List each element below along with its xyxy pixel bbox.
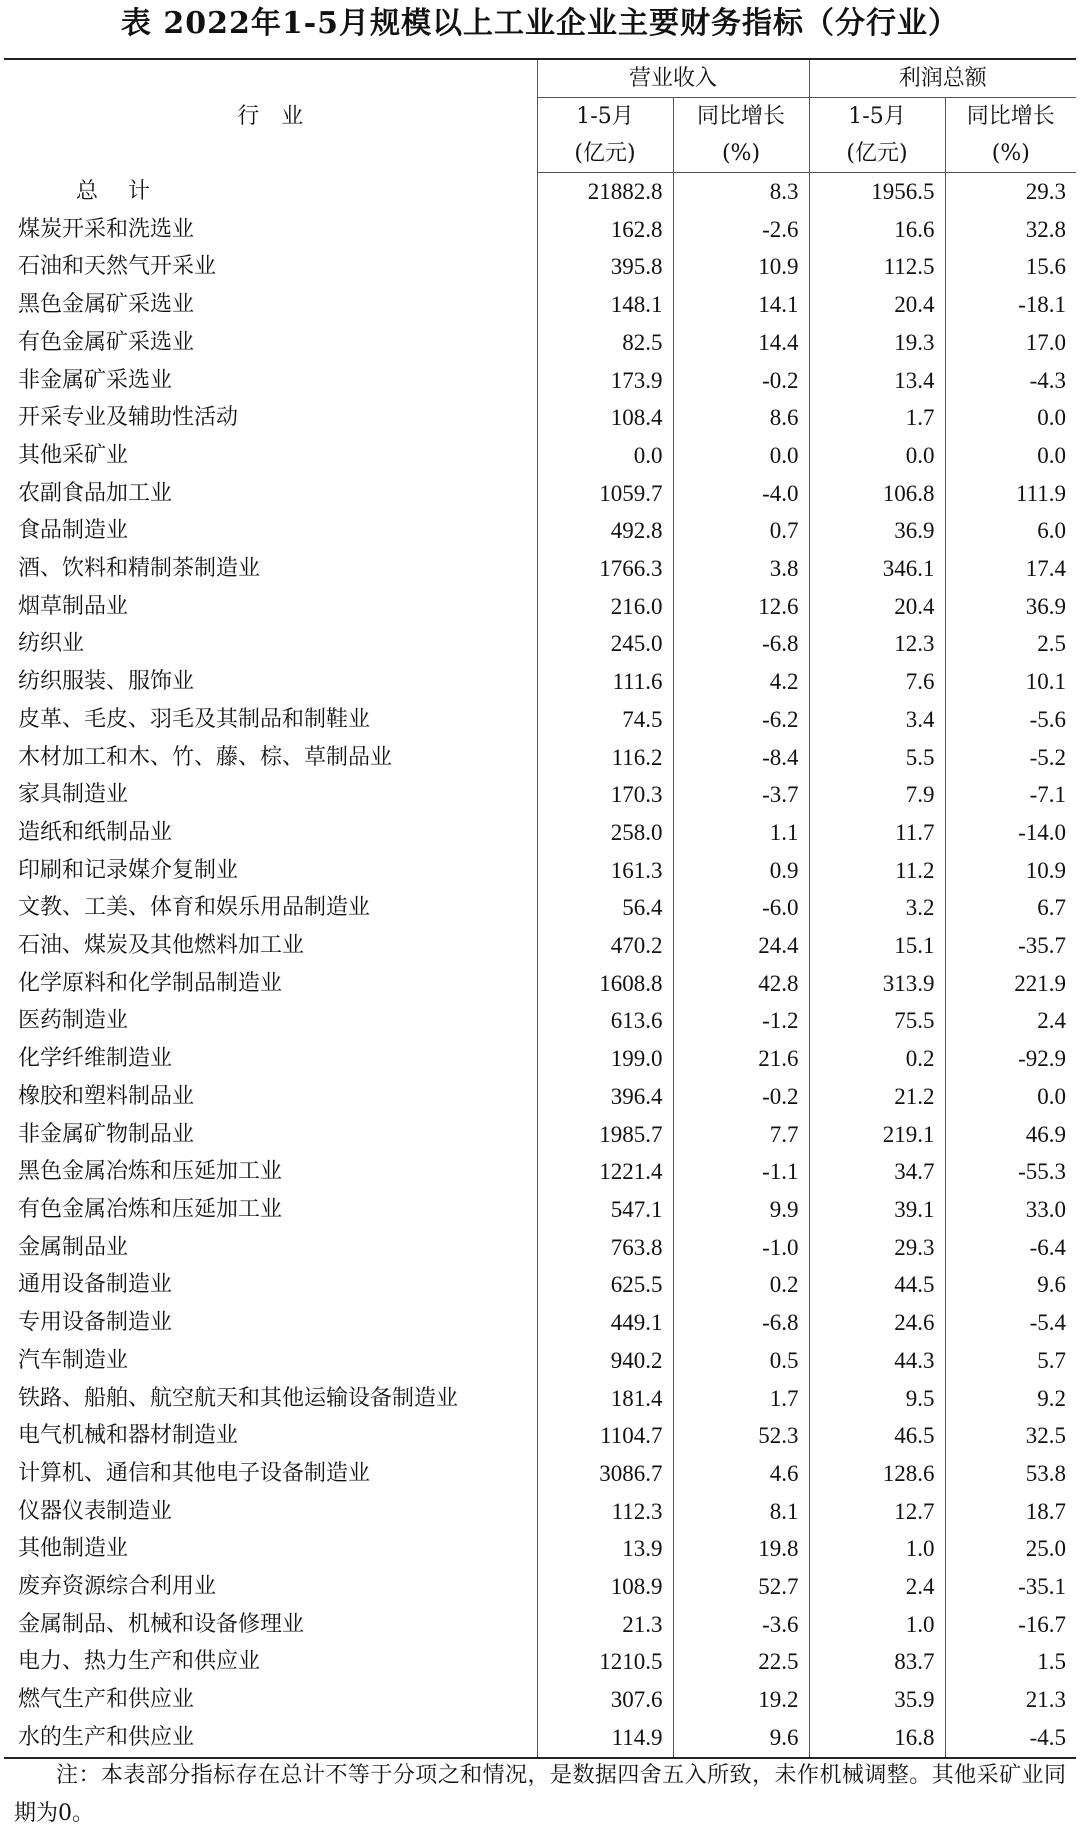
revenue-growth-cell: 52.3	[673, 1417, 809, 1455]
profit-group-header: 利润总额	[809, 59, 1076, 98]
profit-cell: 346.1	[809, 550, 945, 588]
revenue-cell: 199.0	[537, 1040, 673, 1078]
table-row	[4, 1342, 1076, 1380]
profit-growth-cell: 15.6	[945, 248, 1076, 286]
profit-cell: 7.6	[809, 663, 945, 701]
profit-growth-cell: -35.7	[945, 927, 1076, 965]
profit-growth-cell: 46.9	[945, 1116, 1076, 1154]
revenue-cell: 216.0	[537, 588, 673, 626]
revenue-cell: 21882.8	[537, 173, 673, 211]
profit-cell: 12.7	[809, 1493, 945, 1531]
industry-name-cell: 农副食品加工业	[18, 480, 173, 506]
profit-cell: 34.7	[809, 1153, 945, 1191]
revenue-growth-cell: 1.7	[673, 1380, 809, 1418]
revenue-growth-cell: 3.8	[673, 550, 809, 588]
revenue-growth-cell: 14.1	[673, 286, 809, 324]
profit-growth-cell: 36.9	[945, 588, 1076, 626]
revenue-cell: 111.6	[537, 663, 673, 701]
profit-growth-cell: -5.4	[945, 1304, 1076, 1342]
profit-cell: 0.0	[809, 437, 945, 475]
profit-growth-cell: 9.2	[945, 1380, 1076, 1418]
profit-growth-cell: 0.0	[945, 399, 1076, 437]
industry-name-cell: 印刷和记录媒介复制业	[18, 857, 239, 883]
table-row	[4, 324, 1076, 362]
table-row	[4, 362, 1076, 400]
table-row	[4, 1493, 1076, 1531]
revenue-cell: 1059.7	[537, 475, 673, 513]
profit-cell: 21.2	[809, 1078, 945, 1116]
profit-growth-cell: 0.0	[945, 1078, 1076, 1116]
table-row	[4, 814, 1076, 852]
table-row	[4, 588, 1076, 626]
revenue-growth-cell: -3.6	[673, 1606, 809, 1644]
table-row	[4, 965, 1076, 1003]
revenue-growth-cell: -3.7	[673, 776, 809, 814]
profit-growth-cell: 10.9	[945, 852, 1076, 890]
revenue-cell: 74.5	[537, 701, 673, 739]
industry-name-cell: 金属制品业	[18, 1234, 129, 1260]
revenue-cell: 940.2	[537, 1342, 673, 1380]
profit-growth-cell: -7.1	[945, 776, 1076, 814]
table-row	[4, 1455, 1076, 1493]
table-row	[4, 211, 1076, 249]
table-row	[4, 852, 1076, 890]
profit-unit-header: (亿元)	[809, 135, 945, 173]
revenue-cell: 112.3	[537, 1493, 673, 1531]
profit-growth-cell: 17.4	[945, 550, 1076, 588]
revenue-growth-cell: 0.9	[673, 852, 809, 890]
profit-growth-cell: -5.2	[945, 739, 1076, 777]
revenue-growth-cell: 4.6	[673, 1455, 809, 1493]
revenue-cell: 21.3	[537, 1606, 673, 1644]
profit-cell: 11.2	[809, 852, 945, 890]
profit-cell: 1.7	[809, 399, 945, 437]
revenue-growth-cell: 4.2	[673, 663, 809, 701]
revenue-cell: 245.0	[537, 625, 673, 663]
profit-cell: 29.3	[809, 1229, 945, 1267]
revenue-growth-cell: -6.2	[673, 701, 809, 739]
profit-cell: 1.0	[809, 1606, 945, 1644]
revenue-growth-cell: 52.7	[673, 1568, 809, 1606]
profit-growth-cell: -55.3	[945, 1153, 1076, 1191]
profit-growth-cell: 6.0	[945, 512, 1076, 550]
profit-growth-cell: -4.5	[945, 1719, 1076, 1758]
revenue-growth-cell: 8.1	[673, 1493, 809, 1531]
revenue-cell: 395.8	[537, 248, 673, 286]
table-footnote: 注：本表部分指标存在总计不等于分项之和情况，是数据四舍五入所致，未作机械调整。其他采矿业同期为0。	[14, 1763, 1066, 1826]
industry-name-cell: 通用设备制造业	[18, 1272, 173, 1298]
profit-growth-cell: -18.1	[945, 286, 1076, 324]
industry-name-cell: 木材加工和木、竹、藤、棕、草制品业	[18, 744, 393, 770]
revenue-growth-cell: -1.0	[673, 1229, 809, 1267]
revenue-group-header: 营业收入	[537, 59, 809, 98]
profit-growth-cell: 32.5	[945, 1417, 1076, 1455]
table-row	[4, 248, 1076, 286]
revenue-growth-cell: 19.2	[673, 1681, 809, 1719]
revenue-growth-cell: 42.8	[673, 965, 809, 1003]
revenue-growth-cell: -1.2	[673, 1002, 809, 1040]
profit-cell: 313.9	[809, 965, 945, 1003]
total-row	[4, 173, 1076, 211]
table-row	[4, 663, 1076, 701]
revenue-unit-header: (亿元)	[537, 135, 673, 173]
table-row	[4, 1304, 1076, 1342]
industry-name-cell: 金属制品、机械和设备修理业	[18, 1611, 305, 1637]
table-row	[4, 1681, 1076, 1719]
table-row	[4, 701, 1076, 739]
revenue-cell: 56.4	[537, 889, 673, 927]
revenue-cell: 108.4	[537, 399, 673, 437]
revenue-growth-cell: -4.0	[673, 475, 809, 513]
revenue-cell: 1985.7	[537, 1116, 673, 1154]
profit-growth-cell: 9.6	[945, 1266, 1076, 1304]
profit-cell: 11.7	[809, 814, 945, 852]
table-header	[4, 59, 1076, 173]
profit-growth-cell: 2.4	[945, 1002, 1076, 1040]
profit-cell: 83.7	[809, 1643, 945, 1681]
profit-cell: 1956.5	[809, 173, 945, 211]
industry-name-cell: 黑色金属矿采选业	[18, 292, 195, 318]
revenue-cell: 613.6	[537, 1002, 673, 1040]
profit-cell: 44.3	[809, 1342, 945, 1380]
revenue-cell: 625.5	[537, 1266, 673, 1304]
industry-name-cell: 医药制造业	[18, 1008, 129, 1034]
table-row	[4, 1078, 1076, 1116]
revenue-growth-cell: 22.5	[673, 1643, 809, 1681]
industry-name-cell: 家具制造业	[18, 782, 129, 808]
industry-name-cell: 化学原料和化学制品制造业	[18, 970, 283, 996]
profit-growth-cell: 53.8	[945, 1455, 1076, 1493]
profit-cell: 3.4	[809, 701, 945, 739]
profit-cell: 0.2	[809, 1040, 945, 1078]
industry-name-cell: 非金属矿采选业	[18, 367, 173, 393]
revenue-cell: 763.8	[537, 1229, 673, 1267]
profit-cell: 20.4	[809, 286, 945, 324]
profit-period-header: 1-5月	[809, 98, 945, 136]
revenue-growth-cell: 9.9	[673, 1191, 809, 1229]
industry-name-cell: 食品制造业	[18, 518, 129, 544]
profit-cell: 7.9	[809, 776, 945, 814]
revenue-growth-cell: 19.8	[673, 1530, 809, 1568]
industry-name-cell: 橡胶和塑料制品业	[18, 1083, 195, 1109]
table-row	[4, 399, 1076, 437]
profit-growth-cell: -14.0	[945, 814, 1076, 852]
revenue-growth-cell: 0.0	[673, 437, 809, 475]
revenue-growth-unit-header: (%)	[673, 135, 809, 173]
profit-cell: 36.9	[809, 512, 945, 550]
profit-growth-cell: 6.7	[945, 889, 1076, 927]
revenue-growth-header: 同比增长	[673, 98, 809, 136]
table-row	[4, 1002, 1076, 1040]
profit-cell: 19.3	[809, 324, 945, 362]
revenue-cell: 161.3	[537, 852, 673, 890]
table-row	[4, 1530, 1076, 1568]
revenue-growth-cell: -6.8	[673, 1304, 809, 1342]
profit-cell: 2.4	[809, 1568, 945, 1606]
profit-growth-cell: 17.0	[945, 324, 1076, 362]
revenue-growth-cell: 21.6	[673, 1040, 809, 1078]
industry-name-cell: 烟草制品业	[18, 593, 129, 619]
profit-growth-cell: 1.5	[945, 1643, 1076, 1681]
revenue-cell: 162.8	[537, 211, 673, 249]
table-row	[4, 1229, 1076, 1267]
industry-name-cell: 其他制造业	[18, 1536, 129, 1562]
industry-name-cell: 非金属矿物制品业	[18, 1121, 195, 1147]
table-row	[4, 512, 1076, 550]
table-row	[4, 1040, 1076, 1078]
revenue-growth-cell: 0.2	[673, 1266, 809, 1304]
revenue-cell: 470.2	[537, 927, 673, 965]
profit-cell: 75.5	[809, 1002, 945, 1040]
revenue-growth-cell: -0.2	[673, 1078, 809, 1116]
industry-name-cell: 石油和天然气开采业	[18, 254, 217, 280]
revenue-cell: 108.9	[537, 1568, 673, 1606]
profit-cell: 12.3	[809, 625, 945, 663]
revenue-growth-cell: -6.8	[673, 625, 809, 663]
revenue-growth-cell: 0.5	[673, 1342, 809, 1380]
industry-name-cell: 煤炭开采和洗选业	[18, 216, 195, 242]
profit-cell: 219.1	[809, 1116, 945, 1154]
profit-cell: 128.6	[809, 1455, 945, 1493]
industry-name-cell: 黑色金属冶炼和压延加工业	[18, 1159, 283, 1185]
table-row	[4, 475, 1076, 513]
table-row	[4, 1153, 1076, 1191]
profit-growth-cell: -16.7	[945, 1606, 1076, 1644]
table-title: 表 2022年1-5月规模以上工业企业主要财务指标（分行业）	[120, 6, 960, 41]
table-row	[4, 1606, 1076, 1644]
industry-name-cell: 有色金属冶炼和压延加工业	[18, 1196, 283, 1222]
profit-cell: 46.5	[809, 1417, 945, 1455]
profit-cell: 15.1	[809, 927, 945, 965]
revenue-cell: 170.3	[537, 776, 673, 814]
profit-growth-cell: -35.1	[945, 1568, 1076, 1606]
revenue-growth-cell: 8.3	[673, 173, 809, 211]
profit-growth-cell: 32.8	[945, 211, 1076, 249]
industry-name-cell: 其他采矿业	[18, 442, 129, 468]
industry-name-cell: 酒、饮料和精制茶制造业	[18, 556, 261, 582]
industry-name-cell: 化学纤维制造业	[18, 1046, 173, 1072]
revenue-growth-cell: 9.6	[673, 1719, 809, 1758]
profit-cell: 44.5	[809, 1266, 945, 1304]
profit-cell: 9.5	[809, 1380, 945, 1418]
table-row	[4, 1719, 1076, 1758]
revenue-cell: 1210.5	[537, 1643, 673, 1681]
revenue-growth-cell: 0.7	[673, 512, 809, 550]
industry-name-cell: 汽车制造业	[18, 1347, 129, 1373]
profit-growth-cell: 0.0	[945, 437, 1076, 475]
revenue-period-header: 1-5月	[537, 98, 673, 136]
profit-growth-unit-header: (%)	[945, 135, 1076, 173]
profit-cell: 112.5	[809, 248, 945, 286]
industry-name-cell: 电气机械和器材制造业	[18, 1423, 239, 1449]
financial-indicators-table	[4, 58, 1076, 1759]
industry-name-cell: 纺织服装、服饰业	[18, 669, 195, 695]
table-row	[4, 625, 1076, 663]
profit-growth-cell: 10.1	[945, 663, 1076, 701]
table-row	[4, 1417, 1076, 1455]
revenue-cell: 148.1	[537, 286, 673, 324]
industry-name-cell: 开采专业及辅助性活动	[18, 405, 239, 431]
revenue-cell: 116.2	[537, 739, 673, 777]
table-row	[4, 1191, 1076, 1229]
revenue-cell: 114.9	[537, 1719, 673, 1758]
revenue-growth-cell: -1.1	[673, 1153, 809, 1191]
revenue-cell: 0.0	[537, 437, 673, 475]
table-row	[4, 286, 1076, 324]
revenue-cell: 492.8	[537, 512, 673, 550]
table-row	[4, 1116, 1076, 1154]
table-row	[4, 550, 1076, 588]
revenue-growth-cell: 1.1	[673, 814, 809, 852]
revenue-cell: 258.0	[537, 814, 673, 852]
industry-name-cell: 废弃资源综合利用业	[18, 1574, 217, 1600]
revenue-cell: 13.9	[537, 1530, 673, 1568]
revenue-cell: 1766.3	[537, 550, 673, 588]
revenue-growth-cell: 14.4	[673, 324, 809, 362]
revenue-cell: 307.6	[537, 1681, 673, 1719]
profit-growth-cell: -92.9	[945, 1040, 1076, 1078]
industry-header: 行 业	[237, 103, 304, 129]
table-row	[4, 437, 1076, 475]
industry-name-cell: 专用设备制造业	[18, 1310, 173, 1336]
revenue-growth-cell: -2.6	[673, 211, 809, 249]
profit-cell: 1.0	[809, 1530, 945, 1568]
revenue-cell: 181.4	[537, 1380, 673, 1418]
profit-cell: 106.8	[809, 475, 945, 513]
profit-cell: 16.6	[809, 211, 945, 249]
profit-cell: 3.2	[809, 889, 945, 927]
industry-name-cell: 有色金属矿采选业	[18, 329, 195, 355]
industry-name-cell: 仪器仪表制造业	[18, 1498, 173, 1524]
industry-name-cell: 造纸和纸制品业	[18, 819, 173, 845]
table-row	[4, 1568, 1076, 1606]
table-body	[4, 173, 1076, 1758]
profit-cell: 39.1	[809, 1191, 945, 1229]
revenue-cell: 1221.4	[537, 1153, 673, 1191]
profit-growth-cell: 18.7	[945, 1493, 1076, 1531]
revenue-cell: 547.1	[537, 1191, 673, 1229]
table-row	[4, 1266, 1076, 1304]
revenue-growth-cell: 8.6	[673, 399, 809, 437]
industry-name-cell: 水的生产和供应业	[18, 1724, 195, 1750]
profit-growth-cell: -4.3	[945, 362, 1076, 400]
profit-growth-cell: 2.5	[945, 625, 1076, 663]
revenue-cell: 449.1	[537, 1304, 673, 1342]
profit-growth-cell: 111.9	[945, 475, 1076, 513]
revenue-growth-cell: 7.7	[673, 1116, 809, 1154]
revenue-growth-cell: 10.9	[673, 248, 809, 286]
profit-cell: 16.8	[809, 1719, 945, 1758]
industry-name-cell: 石油、煤炭及其他燃料加工业	[18, 933, 305, 959]
profit-cell: 5.5	[809, 739, 945, 777]
revenue-growth-cell: -8.4	[673, 739, 809, 777]
revenue-cell: 396.4	[537, 1078, 673, 1116]
industry-name-cell: 计算机、通信和其他电子设备制造业	[18, 1460, 371, 1486]
profit-growth-cell: -6.4	[945, 1229, 1076, 1267]
profit-growth-cell: -5.6	[945, 701, 1076, 739]
revenue-growth-cell: 12.6	[673, 588, 809, 626]
revenue-growth-cell: 24.4	[673, 927, 809, 965]
table-row	[4, 1380, 1076, 1418]
revenue-cell: 3086.7	[537, 1455, 673, 1493]
industry-name-cell: 燃气生产和供应业	[18, 1687, 195, 1713]
table-row	[4, 1643, 1076, 1681]
table-row	[4, 889, 1076, 927]
revenue-cell: 82.5	[537, 324, 673, 362]
revenue-cell: 173.9	[537, 362, 673, 400]
profit-growth-cell: 221.9	[945, 965, 1076, 1003]
revenue-growth-cell: -6.0	[673, 889, 809, 927]
profit-growth-cell: 33.0	[945, 1191, 1076, 1229]
profit-growth-cell: 29.3	[945, 173, 1076, 211]
profit-growth-cell: 21.3	[945, 1681, 1076, 1719]
profit-growth-header: 同比增长	[945, 98, 1076, 136]
industry-name-cell: 纺织业	[18, 631, 85, 657]
profit-cell: 13.4	[809, 362, 945, 400]
table-row	[4, 739, 1076, 777]
profit-cell: 24.6	[809, 1304, 945, 1342]
industry-name-cell: 文教、工美、体育和娱乐用品制造业	[18, 895, 371, 921]
revenue-growth-cell: -0.2	[673, 362, 809, 400]
profit-cell: 20.4	[809, 588, 945, 626]
table-row	[4, 776, 1076, 814]
industry-name-cell: 皮革、毛皮、羽毛及其制品和制鞋业	[18, 706, 371, 732]
table-row	[4, 927, 1076, 965]
profit-growth-cell: 25.0	[945, 1530, 1076, 1568]
industry-name-cell: 总计	[76, 178, 181, 204]
industry-name-cell: 电力、热力生产和供应业	[18, 1649, 261, 1675]
industry-name-cell: 铁路、船舶、航空航天和其他运输设备制造业	[18, 1385, 459, 1411]
revenue-cell: 1608.8	[537, 965, 673, 1003]
revenue-cell: 1104.7	[537, 1417, 673, 1455]
profit-cell: 35.9	[809, 1681, 945, 1719]
profit-growth-cell: 5.7	[945, 1342, 1076, 1380]
